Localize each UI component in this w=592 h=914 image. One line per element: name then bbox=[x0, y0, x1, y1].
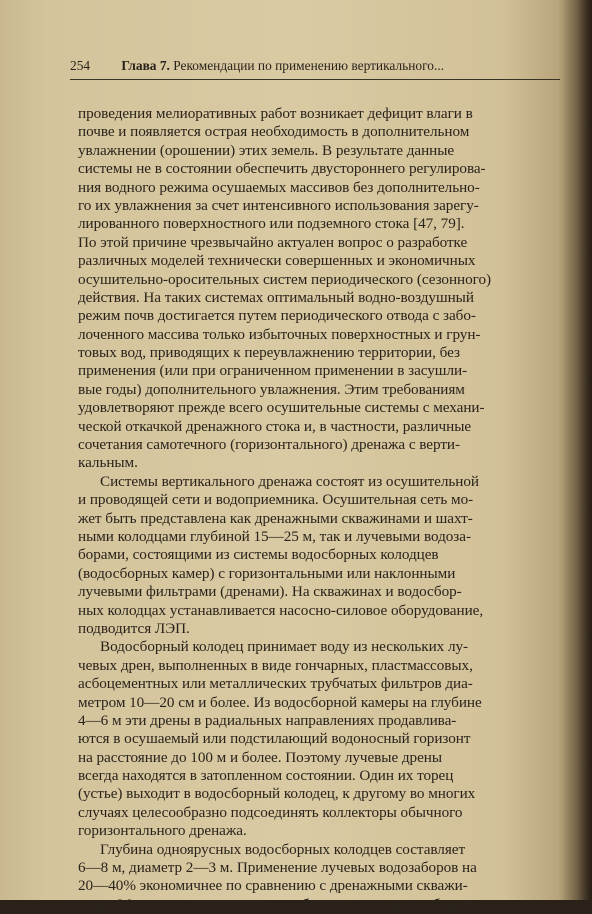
text-line: асбоцементных или металлических трубчатых фильтров диа- bbox=[78, 675, 473, 693]
chapter-title: Рекомендации по применению вертикального... bbox=[173, 58, 445, 73]
text-line: го их увлажнения за счет интенсивного использования зарегу- bbox=[78, 196, 479, 214]
text-line: ных колодцах устанавливается насосно-силовое оборудование, bbox=[78, 601, 484, 619]
text-line: всегда находятся в затопленном состоянии. Один их торец bbox=[78, 767, 454, 785]
text-line: жет быть представлена как дренажными скважинами и шахт- bbox=[78, 509, 473, 527]
text-line: (водосборных камер) с горизонтальными или наклонными bbox=[78, 564, 456, 582]
text-line: ются в осушаемый или подстилающий водоносный горизонт bbox=[78, 730, 471, 748]
text-line: на расстояние до 100 м и более. Поэтому лучевые дрены bbox=[78, 748, 443, 766]
text-line: сочетания самотечного (горизонтального) дренажа с верти- bbox=[78, 436, 461, 454]
text-line: 4—6 м эти дрены в радиальных направлениях продавлива- bbox=[78, 711, 457, 729]
text-line: чевых дрен, выполненных в виде гончарных, пластмассовых, bbox=[78, 656, 473, 674]
text-line: действия. На таких системах оптимальный водно-воздушный bbox=[78, 288, 474, 306]
text-line: метром 10—20 см и более. Из водосборной камеры на глубине bbox=[78, 693, 482, 711]
text-line: лированного поверхностного или подземного стока [47, 79]. bbox=[78, 215, 465, 233]
text-line: подводится ЛЭП. bbox=[78, 619, 190, 637]
text-line: и проводящей сети и водоприемника. Осушительная сеть мо- bbox=[78, 491, 474, 509]
text-line: (устье) выходит в водосборный колодец, к другому во многих bbox=[78, 785, 476, 803]
text-line: системы не в состоянии обеспечить двустороннего регулирова- bbox=[78, 160, 486, 178]
text-line: товых вод, приводящих к переувлажнению территории, без bbox=[78, 344, 460, 362]
text-line: удовлетворяют прежде всего осушительные системы с механи- bbox=[78, 399, 485, 417]
text-line: увлажнении (орошении) этих земель. В результате данные bbox=[78, 141, 455, 159]
text-line: 20—40% экономичнее по сравнению с дренажными скважи- bbox=[78, 877, 468, 895]
text-line: вые годы) дополнительного увлажнения. Этим требованиям bbox=[78, 380, 465, 398]
text-line: случаях целесообразно подсоединять коллекторы обычного bbox=[78, 803, 463, 821]
text-line: ными колодцами глубиной 15—25 м, так и лучевыми водоза- bbox=[78, 527, 471, 545]
text-line: 6—8 м, диаметр 2—3 м. Применение лучевых водозаборов на bbox=[78, 859, 477, 877]
body-text bbox=[78, 105, 566, 914]
text-line: ческой откачкой дренажного стока и, в частности, различные bbox=[78, 417, 472, 435]
header-rule bbox=[70, 79, 560, 80]
text-line: нами. Мелиоративные системы на базе лучевых водозаборов bbox=[78, 895, 471, 913]
paragraph-first-line: Глубина одноярусных водосборных колодцев составляет bbox=[100, 840, 466, 858]
text-line: По этой причине чрезвычайно актуален вопрос о разработке bbox=[78, 233, 468, 251]
text-line: проведения мелиоративных работ возникает дефицит влаги в bbox=[78, 105, 473, 122]
text-line: осушительно-оросительных систем периодического (сезонного) bbox=[78, 270, 492, 288]
chapter-label: Глава 7. bbox=[121, 58, 170, 73]
text-line: борами, состоящими из системы водосборных колодцев bbox=[78, 546, 439, 564]
paragraph-first-line: Водосборный колодец принимает воду из нескольких лу- bbox=[100, 638, 469, 656]
text-line: кальным. bbox=[78, 454, 138, 472]
running-head bbox=[70, 57, 560, 75]
text-line: различных моделей технически совершенных и экономичных bbox=[78, 252, 476, 270]
text-line: применения (или при ограниченном применении в засушли- bbox=[78, 362, 468, 380]
page-number: 254 bbox=[70, 58, 91, 73]
text-line: почве и появляется острая необходимость в дополнительном bbox=[78, 123, 470, 141]
text-line: лучевыми фильтрами (дренами). На скважинах и водосбор- bbox=[78, 583, 462, 601]
text-line: режим почв достигается путем периодического отвода с забо- bbox=[78, 307, 476, 325]
text-line: ния водного режима осушаемых массивов без дополнительно- bbox=[78, 178, 480, 196]
text-line: горизонтального дренажа. bbox=[78, 822, 247, 840]
text-line: лоченного массива только избыточных поверхностных и грун- bbox=[78, 325, 481, 343]
paragraph-first-line: Системы вертикального дренажа состоят из осушительной bbox=[100, 472, 479, 490]
